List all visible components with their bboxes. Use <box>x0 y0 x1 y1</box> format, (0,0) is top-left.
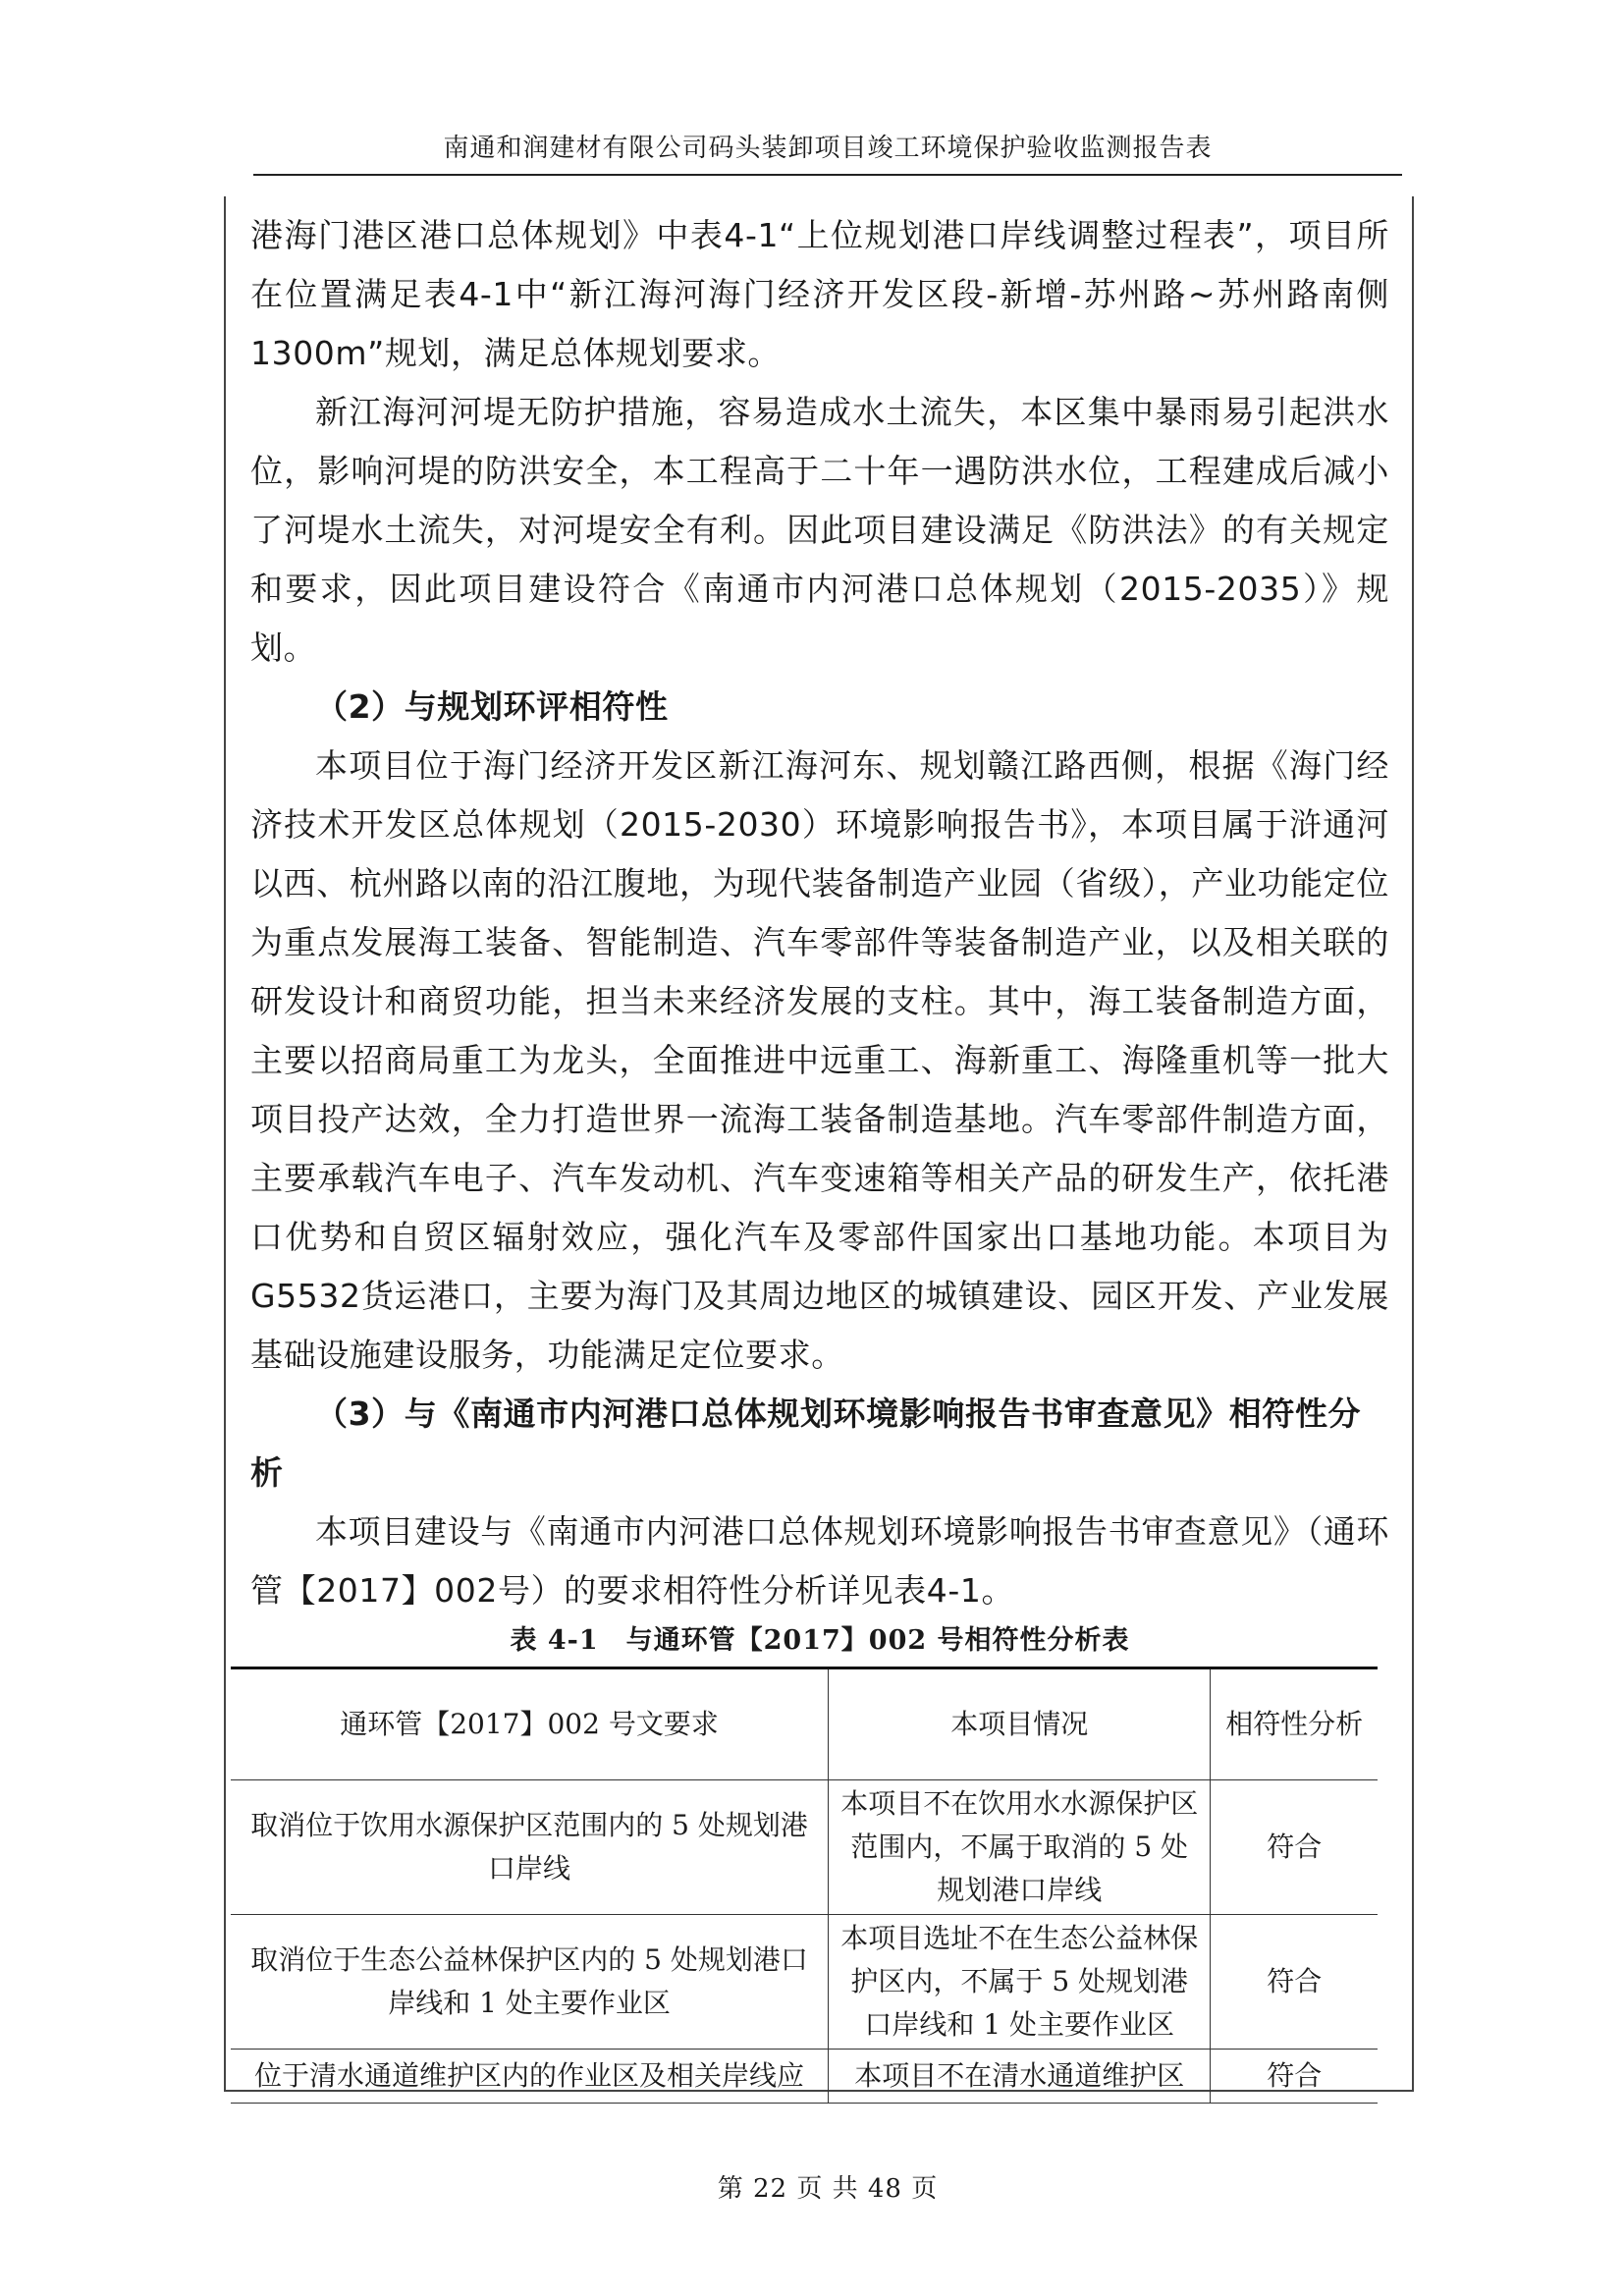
cell-conformity: 符合 <box>1211 1915 1378 2050</box>
conformity-table <box>231 1667 1378 2104</box>
header-situation: 本项目情况 <box>829 1668 1211 1780</box>
page-header: 南通和润建材有限公司码头装卸项目竣工环境保护验收监测报告表 <box>443 134 1213 163</box>
header-requirement: 通环管【2017】002 号文要求 <box>231 1668 829 1780</box>
cell-conformity: 符合 <box>1211 2050 1378 2104</box>
paragraph-review-opinion: 本项目建设与《南通市内河港口总体规划环境影响报告书审查意见》（通环管【2017】002号）的要求相符性分析详见表4-1。 <box>250 1512 1389 1610</box>
cell-requirement: 位于清水通道维护区内的作业区及相关岸线应 <box>231 2050 829 2104</box>
page-number: 第 22 页 共 48 页 <box>717 2174 939 2204</box>
cell-situation: 本项目不在清水通道维护区 <box>829 2050 1211 2104</box>
paragraph-planning-eia: 本项目位于海门经济开发区新江海河东、规划赣江路西侧，根据《海门经济技术开发区总体规划（2015-2030）环境影响报告书》，本项目属于浒通河以西、杭州路以南的沿江腹地，为现代装备制造产业园（省级），产业功能定位为重点发展海工装备、智能制造、汽车零部件等装备制造产业，以及相关联的研发设计和商贸功能，担当未来经济发展的支柱。其中，海工装备制造方面，主要以招商局重工为龙头，全面推进中远重工、海新重工、海隆重机等一批大项目投产达效，全力打造世界一流海工装备制造基地。汽车零部件制造方面，主要承载汽车电子、汽车发动机、汽车变速箱等相关产品的研发生产，依托港口优势和自贸区辐射效应，强化汽车及零部件国家出口基地功能。本项目为G5532货运港口，主要为海门及其周边地区的城镇建设、园区开发、产业发展基础设施建设服务，功能满足定位要求。 <box>250 746 1389 1374</box>
cell-situation: 本项目不在饮用水水源保护区范围内，不属于取消的 5 处规划港口岸线 <box>829 1780 1211 1915</box>
cell-conformity: 符合 <box>1211 1780 1378 1915</box>
paragraph-flood-control: 新江海河河堤无防护措施，容易造成水土流失，本区集中暴雨易引起洪水位，影响河堤的防洪安全，本工程高于二十年一遇防洪水位，工程建成后减小了河堤水土流失，对河堤安全有利。因此项目建设满足《防洪法》的有关规定和要求，因此项目建设符合《南通市内河港口总体规划（2015-2035）》规划。 <box>250 393 1389 667</box>
section-heading-3: （3）与《南通市内河港口总体规划环境影响报告书审查意见》相符性分析 <box>250 1394 1362 1492</box>
table-row <box>231 1915 1378 2050</box>
header-rule <box>253 174 1402 176</box>
section-heading-2: （2）与规划环评相符性 <box>315 687 669 726</box>
table-row <box>231 1780 1378 1915</box>
table-header-row <box>231 1668 1378 1780</box>
cell-requirement: 取消位于饮用水源保护区范围内的 5 处规划港口岸线 <box>231 1780 829 1915</box>
table-caption: 表 4-1 与通环管【2017】002 号相符性分析表 <box>510 1625 1130 1656</box>
header-conformity: 相符性分析 <box>1211 1668 1378 1780</box>
body-text <box>250 206 1389 1620</box>
paragraph-continued: 港海门港区港口总体规划》中表4-1“上位规划港口岸线调整过程表”，项目所在位置满足表4-1中“新江海河海门经济开发区段-新增-苏州路~苏州路南侧1300m”规划，满足总体规划要求。 <box>250 216 1389 372</box>
cell-requirement: 取消位于生态公益林保护区内的 5 处规划港口岸线和 1 处主要作业区 <box>231 1915 829 2050</box>
table-row <box>231 2050 1378 2104</box>
cell-situation: 本项目选址不在生态公益林保护区内，不属于 5 处规划港口岸线和 1 处主要作业区 <box>829 1915 1211 2050</box>
